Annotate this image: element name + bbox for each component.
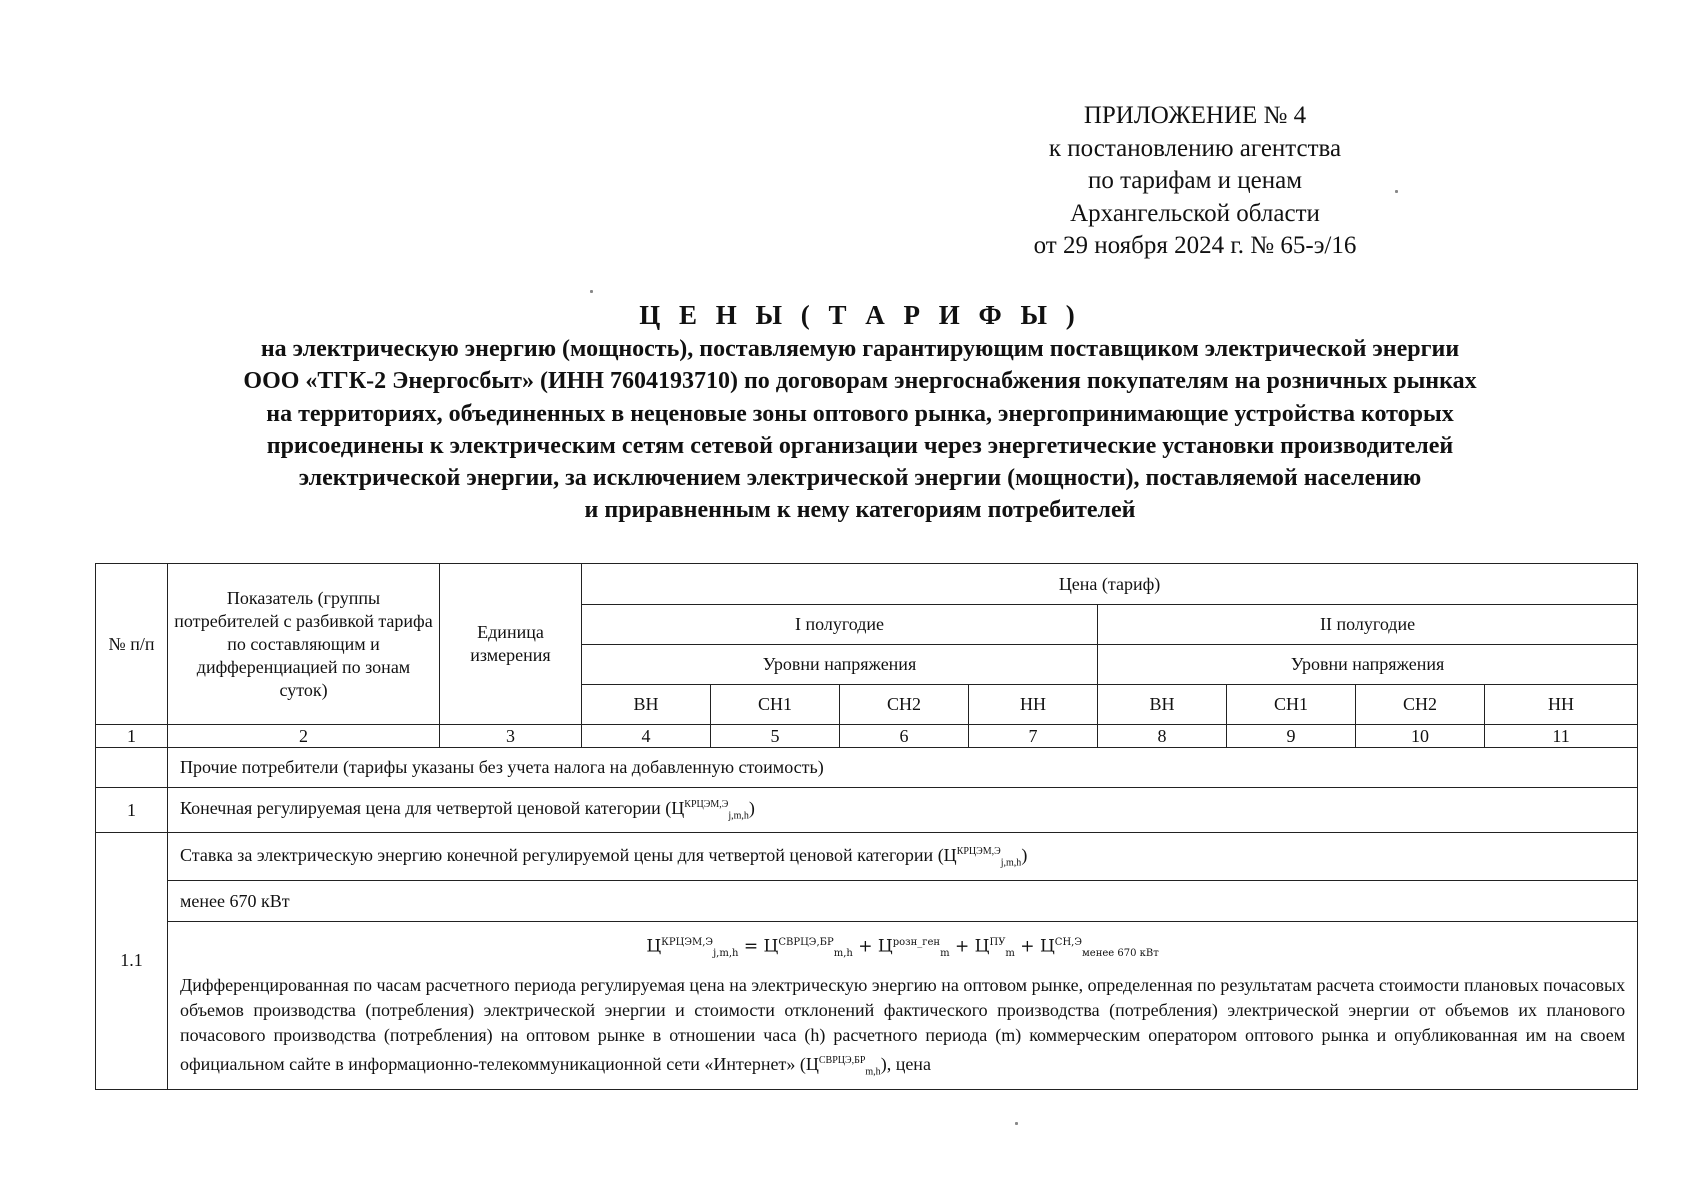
column-number: 1 [96,725,168,748]
description-text: Дифференцированная по часам расчетного периода регулируемая цена на электрическую энергию на оптовом рынке, определенная по результатам расчета стоимости плановых почасовых объемов производства (потребления) электрической энергии и стоимости отклонений фактического производства (потребления) электрической энергии от объемов их планового почасового производства (потребления) на оптовом рынке в отношении часа (h) расчетного периода (m) коммерческим оператором оптового рынка и опубликованная им на своем официальном сайте в информационно-телекоммуникационной сети «Интернет» [180,975,1626,1075]
header-unit: Единица измерения [440,564,582,725]
row-label: Конечная регулируемая цена для четвертой ценовой категории [180,798,661,819]
scan-speck [1395,190,1398,193]
title-line: на электрическую энергию (мощность), поставляемую гарантирующим поставщиком электрической энергии [260,336,1460,362]
price-symbol: $(Ц^{КРЦЭМ,Э}_{j,m,h})$ [665,798,755,822]
header-indicator: Показатель (группы потребителей с разбивкой тарифа по составляющим и дифференциацией по зонам суток) [168,564,440,725]
symbol-subscript: j,m,h [1000,857,1022,869]
formula-sub: менее 670 кВт [1082,948,1159,960]
header-level: НН [969,685,1098,725]
title-line: на территориях, объединенных в неценовые зоны оптового рынка, энергопринимающие устройства которых [266,400,1454,427]
header-number: № п/п [96,564,168,725]
title-line: присоединены к электрическим сетям сетевой организации через энергетические установки производителей [266,432,1454,459]
appendix-line: по тарифам и ценам [1087,167,1303,194]
formula-sub: m [940,948,950,960]
title-line: электрической энергии, за исключением электрической энергии (мощности), поставляемой населению [298,465,1422,492]
appendix-header [1030,100,1360,263]
row-text [168,833,1638,881]
symbol-superscript: КРЦЭМ,Э [684,799,729,811]
row-less-670: менее 670 кВт [168,881,1638,922]
symbol-subscript: m,h [865,1066,881,1078]
title-line: ООО «ТГК-2 Энергосбыт» (ИНН 7604193710) по договорам энергоснабжения покупателям на розничных рынках [243,368,1477,395]
section-other-consumers: Прочие потребители (тарифы указаны без учета налога на добавленную стоимость) [168,748,1638,788]
row-number: 1.1 [96,833,168,1090]
column-number: 7 [969,725,1098,748]
column-number-row [96,725,1638,748]
header-level: СН2 [1356,685,1485,725]
appendix-line: от 29 ноября 2024 г. № 65-э/16 [1033,232,1357,259]
scan-speck [590,290,593,293]
header-voltage-levels: Уровни напряжения [1098,645,1638,685]
price-symbol: $(Ц^{КРЦЭМ,Э}_{j,m,h})$ [937,844,1028,869]
table-row [96,788,1638,833]
header-level: ВН [582,685,711,725]
column-number: 8 [1098,725,1227,748]
appendix-line: ПРИЛОЖЕНИЕ № 4 [1083,102,1307,129]
header-level: СН2 [840,685,969,725]
formula-cell [168,922,1638,1090]
row-label: Ставка за электрическую энергию конечной регулируемой цены для четвертой ценовой категории [180,844,934,865]
header-voltage-levels: Уровни напряжения [582,645,1098,685]
header-level: СН1 [1227,685,1356,725]
row-number: 1 [96,788,168,833]
row-text [168,788,1638,833]
column-number: 9 [1227,725,1356,748]
column-number: 11 [1485,725,1638,748]
column-number: 4 [582,725,711,748]
formula-sup: КРЦЭМ,Э [661,937,714,948]
appendix-line: к постановлению агентства [1048,134,1342,162]
column-number: 6 [840,725,969,748]
formula-sub: m [1005,948,1015,960]
formula-sup: розн_ген [892,937,941,948]
column-number: 5 [711,725,840,748]
header-price: Цена (тариф) [582,564,1638,605]
symbol-superscript: КРЦЭМ,Э [956,845,1001,857]
table-row [96,748,1638,788]
price-formula: $Ц^{КРЦЭМ,Э}_{j,m,h} = Ц^{СВРЦЭ,БР}_{m,h} + Ц^{розн\_ген}_m + Ц^{ПУ}_m + Ц^{СН,Э}_{менее 670 кВт}$ [646,936,1159,960]
column-number: 3 [440,725,582,748]
column-number: 10 [1356,725,1485,748]
price-symbol: $(Ц^{СВРЦЭ,БР}_{m,h})$ [799,1054,887,1078]
document-title [120,297,1600,527]
formula-description [180,973,1625,1085]
description-tail: , цена [886,1054,931,1075]
header-level: ВН [1098,685,1227,725]
title-main: Ц Е Н Ы ( Т А Р И Ф Ы ) [639,300,1081,330]
symbol-superscript: СВРЦЭ,БР [818,1055,866,1067]
header-level: СН1 [711,685,840,725]
title-line: и приравненным к нему категориям потребителей [584,497,1136,524]
appendix-line: Архангельской области [1070,199,1320,227]
scan-speck [1015,1122,1018,1125]
table-row [96,922,1638,1090]
formula-sup: ПУ [989,937,1006,948]
header-level: НН [1485,685,1638,725]
table-row [96,881,1638,922]
table-row [96,833,1638,881]
formula-sup: СВРЦЭ,БР [778,937,834,948]
empty-cell [96,748,168,788]
header-half1: I полугодие [582,605,1098,645]
column-number: 2 [168,725,440,748]
header-half2: II полугодие [1098,605,1638,645]
formula-sub: m,h [833,948,853,960]
formula-sup: СН,Э [1054,937,1082,948]
formula-sub: j,m,h [713,948,739,960]
symbol-subscript: j,m,h [728,810,749,822]
tariff-table [95,563,1638,1090]
